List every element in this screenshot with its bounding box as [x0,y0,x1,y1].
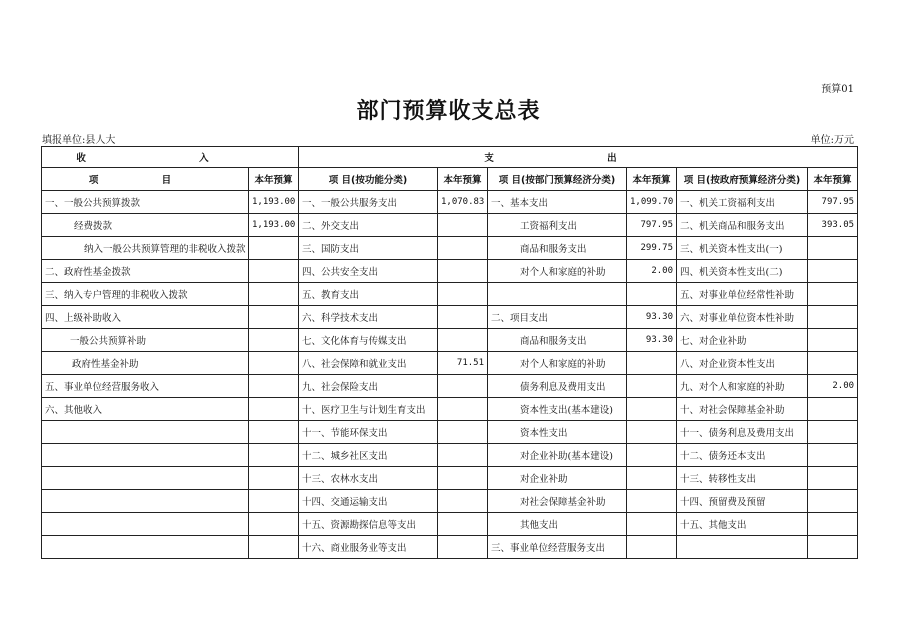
gov-amount-cell [808,352,858,375]
func-class-header: 项 目(按功能分类) [299,168,438,191]
income-amount-header: 本年预算 [249,168,299,191]
income-item-cell: 五、事业单位经营服务收入 [42,375,249,398]
budget-summary-table [41,146,858,559]
gov-amount-cell [808,306,858,329]
func-item-cell: 三、国防支出 [299,237,438,260]
dept-amount-header: 本年预算 [627,168,677,191]
income-amount-cell [249,421,299,444]
func-amount-cell: 71.51 [438,352,488,375]
gov-item-cell: 九、对个人和家庭的补助 [677,375,808,398]
func-amount-cell [438,375,488,398]
dept-item-cell: 商品和服务支出 [488,237,627,260]
table-row [42,467,858,490]
func-amount-cell [438,421,488,444]
income-amount-cell [249,329,299,352]
table-row [42,398,858,421]
income-item-cell: 纳入一般公共预算管理的非税收入拨款 [42,237,249,260]
dept-item-cell: 三、事业单位经营服务支出 [488,536,627,559]
dept-amount-cell: 2.00 [627,260,677,283]
gov-item-cell: 十、对社会保障基金补助 [677,398,808,421]
expense-section-header: 支 出 [299,147,858,168]
func-item-cell: 十四、交通运输支出 [299,490,438,513]
dept-amount-cell [627,283,677,306]
func-item-cell: 五、教育支出 [299,283,438,306]
gov-item-cell: 六、对事业单位资本性补助 [677,306,808,329]
table-row [42,536,858,559]
dept-item-cell: 债务利息及费用支出 [488,375,627,398]
gov-amount-cell: 2.00 [808,375,858,398]
table-row [42,260,858,283]
income-item-cell [42,490,249,513]
dept-item-cell: 对个人和家庭的补助 [488,352,627,375]
gov-amount-cell [808,398,858,421]
gov-amount-cell [808,536,858,559]
header-row-columns [42,168,858,191]
table-row [42,191,858,214]
dept-amount-cell [627,467,677,490]
dept-amount-cell [627,513,677,536]
gov-item-cell: 十五、其他支出 [677,513,808,536]
dept-item-cell: 一、基本支出 [488,191,627,214]
func-amount-cell [438,398,488,421]
gov-item-cell: 十二、债务还本支出 [677,444,808,467]
income-amount-cell [249,490,299,513]
income-amount-cell [249,352,299,375]
gov-item-cell: 十一、债务利息及费用支出 [677,421,808,444]
table-row [42,237,858,260]
gov-econ-header: 项 目(按政府预算经济分类) [677,168,808,191]
income-amount-cell [249,260,299,283]
func-item-cell: 九、社会保险支出 [299,375,438,398]
dept-amount-cell: 93.30 [627,306,677,329]
income-item-cell: 经费拨款 [42,214,249,237]
func-amount-cell [438,283,488,306]
income-item-cell: 政府性基金补助 [42,352,249,375]
func-item-cell: 七、文化体育与传媒支出 [299,329,438,352]
gov-item-cell: 十三、转移性支出 [677,467,808,490]
func-item-cell: 八、社会保障和就业支出 [299,352,438,375]
dept-item-cell: 对社会保障基金补助 [488,490,627,513]
income-item-cell [42,536,249,559]
func-amount-header: 本年预算 [438,168,488,191]
func-item-cell: 四、公共安全支出 [299,260,438,283]
dept-item-cell: 其他支出 [488,513,627,536]
reporting-unit: 填报单位:县人大 [42,135,116,146]
table-row [42,490,858,513]
dept-item-cell: 对个人和家庭的补助 [488,260,627,283]
page-title: 部门预算收支总表 [356,99,541,124]
gov-item-cell [677,536,808,559]
dept-amount-cell [627,352,677,375]
func-amount-cell [438,467,488,490]
dept-item-cell: 对企业补助(基本建设) [488,444,627,467]
income-item-cell: 六、其他收入 [42,398,249,421]
dept-item-cell: 对企业补助 [488,467,627,490]
gov-item-cell: 七、对企业补助 [677,329,808,352]
dept-amount-cell [627,398,677,421]
func-amount-cell [438,237,488,260]
gov-item-cell: 一、机关工资福利支出 [677,191,808,214]
income-item-cell: 一、一般公共预算拨款 [42,191,249,214]
gov-amount-cell [808,260,858,283]
func-item-cell: 十、医疗卫生与计划生育支出 [299,398,438,421]
income-amount-cell [249,237,299,260]
table-row [42,421,858,444]
dept-amount-cell [627,421,677,444]
table-row [42,513,858,536]
func-amount-cell [438,306,488,329]
dept-amount-cell [627,490,677,513]
gov-amount-cell [808,490,858,513]
gov-amount-cell [808,444,858,467]
table-row [42,444,858,467]
func-item-cell: 十三、农林水支出 [299,467,438,490]
dept-amount-cell [627,444,677,467]
func-item-cell: 二、外交支出 [299,214,438,237]
table-row [42,352,858,375]
gov-amount-cell [808,421,858,444]
income-amount-cell [249,398,299,421]
gov-amount-cell [808,329,858,352]
dept-amount-cell: 299.75 [627,237,677,260]
gov-amount-cell [808,237,858,260]
func-item-cell: 十一、节能环保支出 [299,421,438,444]
func-item-cell: 十五、资源勘探信息等支出 [299,513,438,536]
income-item-cell [42,467,249,490]
header-row-sections [42,147,858,168]
income-amount-cell: 1,193.00 [249,214,299,237]
gov-amount-cell [808,467,858,490]
func-amount-cell [438,444,488,467]
income-amount-cell [249,375,299,398]
income-amount-cell [249,283,299,306]
table-row [42,283,858,306]
func-amount-cell: 1,070.83 [438,191,488,214]
income-amount-cell [249,306,299,329]
dept-amount-cell: 1,099.70 [627,191,677,214]
income-item-cell [42,513,249,536]
func-amount-cell [438,214,488,237]
dept-econ-header: 项 目(按部门预算经济分类) [488,168,627,191]
income-item-header: 项 目 [42,168,249,191]
currency-unit: 单位:万元 [810,135,854,146]
dept-amount-cell: 93.30 [627,329,677,352]
gov-item-cell: 三、机关资本性支出(一) [677,237,808,260]
gov-item-cell: 八、对企业资本性支出 [677,352,808,375]
dept-item-cell: 商品和服务支出 [488,329,627,352]
income-item-cell: 三、纳入专户管理的非税收入拨款 [42,283,249,306]
dept-amount-cell [627,375,677,398]
dept-amount-cell [627,536,677,559]
income-item-cell: 四、上级补助收入 [42,306,249,329]
dept-item-cell: 工资福利支出 [488,214,627,237]
table-row [42,375,858,398]
income-item-cell: 一般公共预算补助 [42,329,249,352]
func-item-cell: 一、一般公共服务支出 [299,191,438,214]
gov-item-cell: 五、对事业单位经常性补助 [677,283,808,306]
gov-amount-cell [808,283,858,306]
func-amount-cell [438,260,488,283]
dept-item-cell: 资本性支出 [488,421,627,444]
income-amount-cell: 1,193.00 [249,191,299,214]
dept-item-cell: 资本性支出(基本建设) [488,398,627,421]
income-amount-cell [249,444,299,467]
dept-amount-cell: 797.95 [627,214,677,237]
func-amount-cell [438,513,488,536]
table-row [42,329,858,352]
dept-item-cell [488,283,627,306]
func-item-cell: 十六、商业服务业等支出 [299,536,438,559]
income-amount-cell [249,513,299,536]
gov-amount-cell: 393.05 [808,214,858,237]
dept-item-cell: 二、项目支出 [488,306,627,329]
table-row [42,214,858,237]
income-section-header: 收 入 [42,147,299,168]
gov-amount-cell: 797.95 [808,191,858,214]
gov-item-cell: 四、机关资本性支出(二) [677,260,808,283]
func-item-cell: 六、科学技术支出 [299,306,438,329]
income-item-cell [42,421,249,444]
table-row [42,306,858,329]
gov-amount-cell [808,513,858,536]
income-item-cell: 二、政府性基金拨款 [42,260,249,283]
func-item-cell: 十二、城乡社区支出 [299,444,438,467]
func-amount-cell [438,490,488,513]
gov-amount-header: 本年预算 [808,168,858,191]
income-item-cell [42,444,249,467]
func-amount-cell [438,329,488,352]
func-amount-cell [438,536,488,559]
gov-item-cell: 十四、预留费及预留 [677,490,808,513]
income-amount-cell [249,467,299,490]
gov-item-cell: 二、机关商品和服务支出 [677,214,808,237]
income-amount-cell [249,536,299,559]
form-code: 预算01 [821,84,854,95]
